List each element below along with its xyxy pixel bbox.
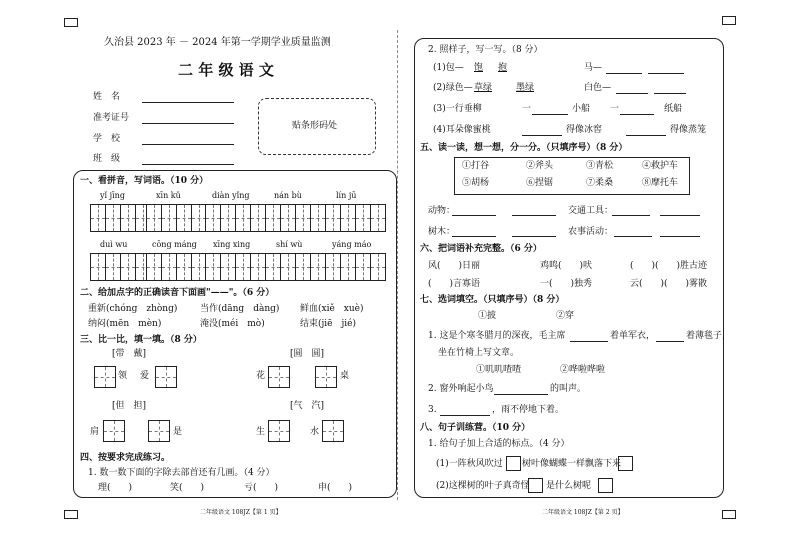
pinyin: xīng xing — [213, 240, 251, 249]
example-text: (3)一行垂柳 — [433, 104, 482, 114]
category-label: 动物： — [428, 206, 456, 216]
stroke-count-item[interactable]: 亏( ) — [244, 483, 279, 493]
pinyin: diàn yǐng — [212, 191, 250, 200]
field-id-label: 准考证号 — [93, 113, 130, 123]
word-bank-item: ⑥捏锯 — [526, 178, 554, 188]
corner-mark — [64, 510, 78, 519]
example-text: (2)绿色— — [433, 83, 473, 93]
word-bank-item: ③青松 — [586, 161, 614, 171]
word-bank-item: ⑤胡杨 — [462, 178, 490, 188]
sentence-text: 树叶像蝴蝶一样飘落下来 — [522, 459, 622, 469]
writing-grid[interactable] — [266, 204, 326, 232]
word-bank-item: ①打谷 — [462, 161, 490, 171]
example-text: 得像蒸笼 — [670, 125, 707, 135]
answer-box[interactable] — [268, 366, 290, 388]
answer-box[interactable] — [155, 366, 177, 388]
answer-blank[interactable] — [452, 236, 496, 237]
writing-grid[interactable] — [206, 253, 266, 281]
sentence-text: (1)一阵秋风吹过 — [436, 459, 503, 469]
sentence-text: 是什么树呢 — [546, 481, 592, 491]
reading-option[interactable]: 淹没(méi mò) — [200, 319, 265, 329]
sentence-text: (2)这棵树的叶子真奇怪 — [436, 481, 530, 491]
option-item: ①叽叽喳喳 — [476, 365, 522, 375]
question-text: 着薄毯子， — [686, 331, 732, 341]
question-text: 3. — [428, 405, 437, 415]
writing-grid[interactable] — [266, 253, 326, 281]
pinyin: cōng máng — [152, 240, 197, 249]
example-text: (1)包— — [433, 63, 464, 73]
option-item: ②穿 — [556, 311, 575, 321]
example-text: 一 — [610, 104, 620, 114]
writing-grid[interactable] — [91, 253, 151, 281]
section8-title: 八、句子训练营。（10 分） — [420, 423, 531, 433]
word-char: 花 — [256, 371, 266, 381]
answer-blank[interactable] — [512, 215, 556, 216]
answer-blank[interactable] — [620, 114, 654, 115]
punctuation-box[interactable] — [528, 478, 543, 493]
stroke-count-item[interactable]: 笑( ) — [170, 483, 205, 493]
option-item: ①披 — [478, 311, 497, 321]
question-text: 着单军衣， — [610, 331, 656, 341]
field-school-label: 学 校 — [93, 134, 121, 144]
answer-box[interactable] — [315, 366, 337, 388]
field-school-input[interactable] — [142, 144, 234, 145]
example-text: 白色— — [584, 83, 612, 93]
exam-title: 久治县 2023 年 － 2024 年第一学期学业质量监测 — [104, 37, 331, 48]
word-char: 桌 — [340, 371, 350, 381]
page-footer: 二年级语文 108JZ【第 1 页】 — [200, 509, 282, 516]
answer-blank[interactable] — [512, 236, 556, 237]
idiom-item[interactable]: 鸡鸣( )吠 — [540, 261, 593, 271]
question-text: ，雨不停地下着。 — [492, 405, 565, 415]
writing-grid[interactable] — [326, 204, 386, 232]
pinyin: duì wu — [100, 240, 128, 249]
example-text: (4)耳朵像蜜桃 — [433, 125, 491, 135]
answer-box[interactable] — [94, 366, 116, 388]
section5-title: 五、读一读，想一想，分一分。（只填序号）（8 分） — [420, 143, 628, 153]
subject-title: 二 年 级 语 文 — [178, 61, 274, 79]
punctuation-box[interactable] — [506, 456, 521, 471]
corner-mark — [64, 18, 78, 27]
word-char: 是 — [173, 427, 183, 437]
word-char: 领 — [118, 371, 128, 381]
category-label: 交通工具： — [568, 206, 614, 216]
answer-blank[interactable] — [648, 73, 684, 74]
question-title: 2. 照样子，写一写。（8 分） — [428, 45, 543, 55]
answer-blank[interactable] — [606, 73, 642, 74]
example-text: 草绿 — [474, 83, 493, 93]
writing-grid[interactable] — [147, 204, 207, 232]
answer-blank[interactable] — [570, 341, 608, 342]
answer-box[interactable] — [322, 420, 344, 442]
question-text: 1. 这是个寒冬腊月的深夜，毛主席 — [428, 331, 566, 341]
answer-blank[interactable] — [660, 236, 700, 237]
reading-option[interactable]: 纳闷(mēn mèn) — [88, 319, 162, 329]
word-char: 生 — [256, 427, 266, 437]
field-class-input[interactable] — [142, 164, 234, 165]
example-text: 抱 — [498, 63, 508, 73]
reading-option[interactable]: 重新(chóng zhòng) — [88, 304, 178, 314]
pinyin: shí wù — [276, 240, 303, 249]
example-text: 饱 — [474, 63, 484, 73]
answer-blank[interactable] — [654, 93, 686, 94]
word-char: 爱 — [140, 371, 150, 381]
word-bank-item: ⑧摩托车 — [642, 178, 679, 188]
pinyin: yǐ jīng — [100, 191, 125, 200]
answer-blank[interactable] — [494, 394, 548, 395]
answer-blank[interactable] — [616, 93, 648, 94]
example-text: 小船 — [572, 104, 591, 114]
example-text: 马— — [584, 63, 603, 73]
writing-grid[interactable] — [206, 204, 266, 232]
category-label: 树木： — [428, 227, 456, 237]
answer-blank[interactable] — [522, 135, 562, 136]
answer-blank[interactable] — [612, 215, 650, 216]
category-label: 农事活动： — [568, 227, 614, 237]
example-text: 纸船 — [664, 104, 683, 114]
idiom-item[interactable]: 风( )日丽 — [428, 261, 481, 271]
page-footer: 二年级语文 108JZ【第 2 页】 — [542, 509, 624, 516]
answer-blank[interactable] — [626, 135, 666, 136]
section2-title: 二、给加点字的正确读音下面画"——"。（6 分） — [80, 288, 275, 298]
fold-line — [397, 30, 398, 500]
word-char: 肩 — [90, 427, 100, 437]
idiom-item[interactable]: ( )言寡语 — [428, 279, 481, 289]
field-id-input[interactable] — [142, 123, 234, 124]
punctuation-box[interactable] — [618, 456, 633, 471]
answer-blank[interactable] — [656, 341, 684, 342]
pinyin: yáng máo — [332, 240, 372, 249]
answer-box[interactable] — [103, 420, 125, 442]
answer-blank[interactable] — [660, 215, 700, 216]
answer-box[interactable] — [148, 420, 170, 442]
word-bank-item: ②斧头 — [526, 161, 554, 171]
answer-blank[interactable] — [452, 215, 496, 216]
answer-blank[interactable] — [532, 114, 568, 115]
section4-title: 四、按要求完成练习。 — [80, 453, 171, 463]
example-text: 一 — [522, 104, 532, 114]
question-text: 2. 窗外响起小鸟 — [428, 384, 494, 394]
answer-blank[interactable] — [614, 236, 652, 237]
char-pair: [气 汽] — [290, 401, 325, 411]
pinyin: xīn kǔ — [156, 191, 181, 200]
corner-mark — [722, 510, 736, 519]
stroke-count-item[interactable]: 申( ) — [318, 483, 353, 493]
option-item: ②哗啦哗啦 — [560, 365, 606, 375]
writing-grid[interactable] — [326, 253, 386, 281]
idiom-item[interactable]: ( )( )胜古迹 — [630, 261, 708, 271]
reading-option[interactable]: 当作(dāng dàng) — [200, 304, 280, 314]
question-text: 1. 给句子加上合适的标点。（4 分） — [428, 439, 570, 449]
reading-option[interactable]: 鲜血(xiě xuè) — [300, 304, 364, 314]
word-char: 水 — [310, 427, 320, 437]
field-name-label: 姓 名 — [93, 92, 121, 102]
idiom-item[interactable]: 一( )独秀 — [540, 279, 593, 289]
writing-grid[interactable] — [91, 204, 151, 232]
stroke-count-item[interactable]: 理( ) — [98, 483, 133, 493]
barcode-label: 贴条形码处 — [292, 121, 338, 131]
writing-grid[interactable] — [147, 253, 207, 281]
section3-title: 三、比一比，填一填。（8 分） — [80, 335, 202, 345]
example-text: 墨绿 — [516, 83, 535, 93]
section7-title: 七、选词填空。（只填序号）（8 分） — [420, 295, 565, 305]
pinyin: nán bù — [274, 191, 302, 200]
question-text: 的叫声。 — [550, 384, 587, 394]
field-class-label: 班 级 — [93, 154, 121, 164]
char-pair: [带 戴] — [112, 349, 147, 359]
word-bank-item: ④救护车 — [642, 161, 679, 171]
reading-option[interactable]: 结束(jiē jié) — [300, 319, 357, 329]
question-text: 1. 数一数下面的字除去部首还有几画。（4 分） — [88, 468, 275, 478]
idiom-item[interactable]: 云( )( )雾散 — [630, 279, 708, 289]
field-name-input[interactable] — [142, 102, 234, 103]
section1-title: 一、看拼音，写词语。（10 分） — [80, 176, 209, 186]
punctuation-box[interactable] — [598, 478, 613, 493]
pinyin: lín jū — [336, 191, 357, 200]
question-text: 坐在竹椅上写文章。 — [438, 348, 520, 358]
example-text: 得像冰窖 — [566, 125, 603, 135]
corner-mark — [722, 16, 736, 25]
section6-title: 六、把词语补充完整。（6 分） — [420, 244, 542, 254]
answer-box[interactable] — [268, 420, 290, 442]
char-pair: [圆 圆] — [290, 349, 325, 359]
char-pair: [但 担] — [112, 401, 147, 411]
answer-blank[interactable] — [440, 415, 490, 416]
word-bank-item: ⑦柔桑 — [586, 178, 614, 188]
